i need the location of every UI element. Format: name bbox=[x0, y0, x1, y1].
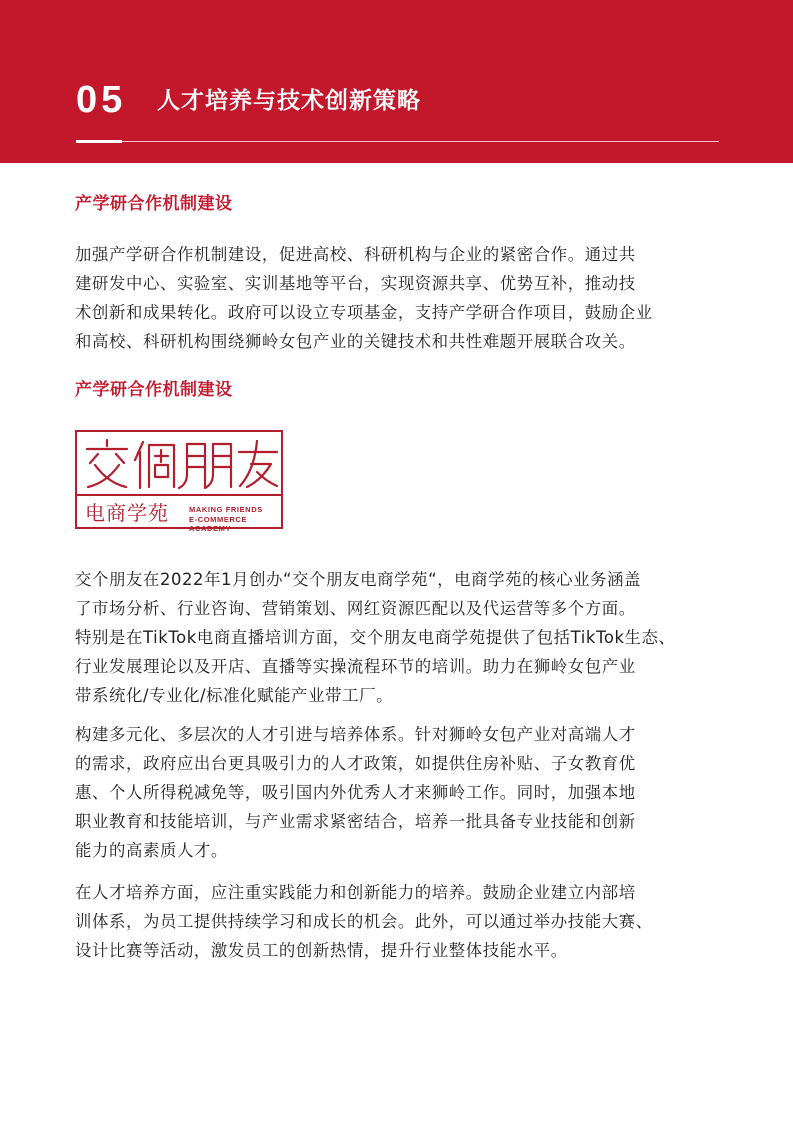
paragraph-line: 建研发中心、实验室、实训基地等平台，实现资源共享、优势互补，推动技 bbox=[75, 274, 636, 293]
paragraph-line: 的需求，政府应出台更具吸引力的人才政策，如提供住房补贴、子女教育优 bbox=[75, 754, 636, 773]
paragraph bbox=[75, 240, 723, 356]
header-divider-accent bbox=[76, 140, 122, 143]
section-heading: 产学研合作机制建设 bbox=[75, 380, 233, 400]
paragraph bbox=[75, 720, 723, 865]
header-banner bbox=[0, 0, 793, 163]
paragraph-line: 在人才培养方面，应注重实践能力和创新能力的培养。鼓励企业建立内部培 bbox=[75, 883, 636, 902]
paragraph bbox=[75, 878, 723, 965]
chapter-number: 05 bbox=[76, 79, 127, 121]
paragraph-line: 和高校、科研机构围绕狮岭女包产业的关键技术和共性难题开展联合攻关。 bbox=[75, 332, 636, 351]
section-heading: 产学研合作机制建设 bbox=[75, 194, 233, 214]
paragraph-line: 训体系，为员工提供持续学习和成长的机会。此外，可以通过举办技能大赛、 bbox=[75, 912, 653, 931]
paragraph-line: 能力的高素质人才。 bbox=[75, 841, 228, 860]
paragraph-line: 交个朋友在2022年1月创办“交个朋友电商学苑“，电商学苑的核心业务涵盖 bbox=[75, 570, 642, 589]
logo-divider bbox=[77, 494, 281, 496]
paragraph-line: 术创新和成果转化。政府可以设立专项基金，支持产学研合作项目，鼓励企业 bbox=[75, 303, 653, 322]
paragraph-line: 带系统化/专业化/标准化赋能产业带工厂。 bbox=[75, 686, 394, 705]
logo-english-line2: E-COMMERCE ACADEMY bbox=[189, 515, 248, 533]
paragraph-line: 职业教育和技能培训，与产业需求紧密结合，培养一批具备专业技能和创新 bbox=[75, 812, 636, 831]
chapter-title: 人才培养与技术创新策略 bbox=[157, 88, 421, 114]
paragraph-line: 加强产学研合作机制建设，促进高校、科研机构与企业的紧密合作。通过共 bbox=[75, 245, 636, 264]
paragraph-line: 构建多元化、多层次的人才引进与培养体系。针对狮岭女包产业对高端人才 bbox=[75, 725, 636, 744]
logo-wordmark-graphic bbox=[77, 432, 281, 494]
paragraph-line: 特别是在TikTok电商直播培训方面，交个朋友电商学苑提供了包括TikTok生态、 bbox=[75, 628, 676, 647]
paragraph-line: 惠、个人所得税减免等，吸引国内外优秀人才来狮岭工作。同时，加强本地 bbox=[75, 783, 636, 802]
paragraph-line: 设计比赛等活动，激发员工的创新热情，提升行业整体技能水平。 bbox=[75, 941, 568, 960]
paragraph-line: 行业发展理论以及开店、直播等实操流程环节的培训。助力在狮岭女包产业 bbox=[75, 657, 636, 676]
paragraph bbox=[75, 565, 723, 710]
academy-logo bbox=[75, 430, 283, 533]
logo-english-line1: MAKING FRIENDS bbox=[189, 505, 263, 514]
paragraph-line: 了市场分析、行业咨询、营销策划、网红资源匹配以及代运营等多个方面。 bbox=[75, 599, 636, 618]
logo-chinese-name: 电商学苑 bbox=[85, 501, 169, 525]
header-divider bbox=[76, 141, 719, 142]
